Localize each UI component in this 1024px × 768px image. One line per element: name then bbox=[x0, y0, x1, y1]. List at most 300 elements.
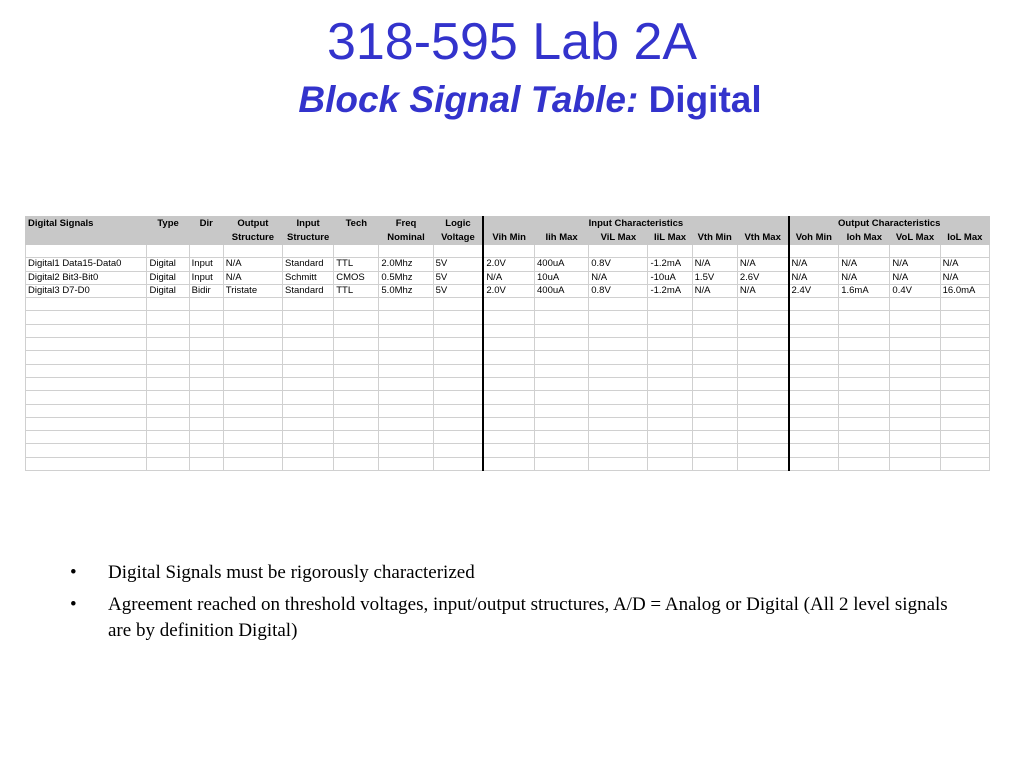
table-cell bbox=[483, 324, 534, 337]
table-row bbox=[26, 457, 990, 470]
table-cell bbox=[692, 351, 737, 364]
table-cell bbox=[890, 311, 940, 324]
table-cell bbox=[839, 338, 890, 351]
table-cell bbox=[890, 444, 940, 457]
table-cell bbox=[535, 377, 589, 390]
table-cell bbox=[890, 417, 940, 430]
table-cell: CMOS bbox=[334, 271, 379, 284]
header-logic: Logic bbox=[433, 217, 483, 231]
header-input: Input bbox=[283, 217, 334, 231]
table-cell bbox=[535, 364, 589, 377]
table-cell bbox=[940, 431, 989, 444]
table-cell bbox=[890, 364, 940, 377]
table-cell bbox=[147, 444, 189, 457]
table-cell bbox=[26, 351, 147, 364]
table-cell bbox=[589, 364, 648, 377]
table-cell bbox=[589, 417, 648, 430]
header-logic-voltage: Voltage bbox=[433, 231, 483, 245]
table-cell bbox=[379, 457, 433, 470]
table-cell bbox=[648, 391, 692, 404]
header-freq: Freq bbox=[379, 217, 433, 231]
table-cell bbox=[483, 431, 534, 444]
table-cell: 10uA bbox=[535, 271, 589, 284]
table-cell bbox=[535, 431, 589, 444]
table-cell bbox=[839, 298, 890, 311]
table-cell bbox=[483, 404, 534, 417]
table-cell bbox=[940, 391, 989, 404]
table-cell bbox=[379, 351, 433, 364]
table-cell bbox=[692, 377, 737, 390]
header-type: Type bbox=[147, 217, 189, 231]
table-cell bbox=[839, 404, 890, 417]
table-cell: 5.0Mhz bbox=[379, 284, 433, 297]
table-cell bbox=[692, 364, 737, 377]
table-cell bbox=[147, 324, 189, 337]
header-output: Output bbox=[223, 217, 282, 231]
table-cell bbox=[189, 391, 223, 404]
table-cell bbox=[535, 444, 589, 457]
table-cell bbox=[189, 377, 223, 390]
table-cell bbox=[223, 324, 282, 337]
table-cell bbox=[283, 431, 334, 444]
table-cell: 0.5Mhz bbox=[379, 271, 433, 284]
table-cell bbox=[589, 338, 648, 351]
table-cell bbox=[379, 364, 433, 377]
table-cell bbox=[26, 364, 147, 377]
header-output-structure: Structure bbox=[223, 231, 282, 245]
table-cell: Tristate bbox=[223, 284, 282, 297]
table-cell: N/A bbox=[483, 271, 534, 284]
table-cell bbox=[839, 377, 890, 390]
table-cell bbox=[26, 404, 147, 417]
table-cell: 2.0Mhz bbox=[379, 258, 433, 271]
table-cell bbox=[890, 431, 940, 444]
table-cell bbox=[283, 324, 334, 337]
table-cell bbox=[483, 311, 534, 324]
table-cell bbox=[648, 457, 692, 470]
table-cell: Standard bbox=[283, 284, 334, 297]
table-row bbox=[26, 431, 990, 444]
table-cell bbox=[189, 324, 223, 337]
table-cell bbox=[940, 338, 989, 351]
table-cell bbox=[789, 324, 839, 337]
table-cell bbox=[26, 417, 147, 430]
table-cell bbox=[189, 431, 223, 444]
table-row bbox=[26, 271, 990, 284]
table-cell: N/A bbox=[589, 271, 648, 284]
table-cell bbox=[147, 364, 189, 377]
table-row bbox=[26, 284, 990, 297]
header-vol-max: VoL Max bbox=[890, 231, 940, 245]
table-cell bbox=[890, 404, 940, 417]
table-cell bbox=[839, 245, 890, 258]
table-cell bbox=[147, 457, 189, 470]
header-input-characteristics: Input Characteristics bbox=[483, 217, 788, 231]
table-row bbox=[26, 245, 990, 258]
table-cell bbox=[334, 311, 379, 324]
table-cell bbox=[648, 364, 692, 377]
table-cell bbox=[147, 431, 189, 444]
table-cell bbox=[189, 338, 223, 351]
table-cell bbox=[483, 377, 534, 390]
table-cell: 0.8V bbox=[589, 284, 648, 297]
table-cell bbox=[839, 457, 890, 470]
table-cell bbox=[147, 377, 189, 390]
table-cell bbox=[26, 457, 147, 470]
table-cell bbox=[589, 391, 648, 404]
table-cell bbox=[940, 324, 989, 337]
table-row bbox=[26, 404, 990, 417]
table-cell bbox=[223, 444, 282, 457]
table-cell bbox=[283, 444, 334, 457]
header-cell bbox=[334, 231, 379, 245]
table-cell bbox=[379, 338, 433, 351]
table-cell bbox=[890, 351, 940, 364]
table-cell bbox=[940, 298, 989, 311]
table-cell bbox=[940, 457, 989, 470]
table-cell bbox=[890, 338, 940, 351]
table-row bbox=[26, 311, 990, 324]
table-cell bbox=[737, 324, 788, 337]
table-cell bbox=[737, 417, 788, 430]
table-cell bbox=[223, 377, 282, 390]
table-cell bbox=[940, 351, 989, 364]
table-cell bbox=[283, 417, 334, 430]
block-signal-table bbox=[25, 216, 990, 471]
table-cell bbox=[737, 351, 788, 364]
header-tech: Tech bbox=[334, 217, 379, 231]
table-cell bbox=[737, 444, 788, 457]
table-cell bbox=[26, 377, 147, 390]
table-cell bbox=[483, 417, 534, 430]
bullet-marker: • bbox=[70, 594, 77, 615]
header-vih-min: Vih Min bbox=[483, 231, 534, 245]
table-cell bbox=[789, 364, 839, 377]
table-cell bbox=[535, 417, 589, 430]
bullet-item bbox=[70, 560, 970, 586]
table-cell bbox=[433, 404, 483, 417]
table-cell bbox=[483, 351, 534, 364]
table-cell bbox=[648, 338, 692, 351]
table-cell bbox=[839, 391, 890, 404]
table-cell bbox=[334, 338, 379, 351]
table-cell bbox=[379, 298, 433, 311]
table-cell bbox=[283, 391, 334, 404]
table-cell bbox=[692, 391, 737, 404]
table-cell: N/A bbox=[789, 258, 839, 271]
table-cell bbox=[789, 298, 839, 311]
table-cell bbox=[26, 245, 147, 258]
table-row bbox=[26, 258, 990, 271]
table-cell: N/A bbox=[839, 271, 890, 284]
table-cell bbox=[839, 324, 890, 337]
table-row bbox=[26, 364, 990, 377]
table-cell bbox=[535, 298, 589, 311]
table-cell: 2.0V bbox=[483, 258, 534, 271]
table-row bbox=[26, 324, 990, 337]
table-cell: Input bbox=[189, 271, 223, 284]
table-cell bbox=[648, 311, 692, 324]
table-cell: N/A bbox=[223, 271, 282, 284]
table-cell bbox=[648, 245, 692, 258]
table-cell bbox=[379, 417, 433, 430]
table-cell bbox=[147, 391, 189, 404]
table-cell bbox=[223, 311, 282, 324]
table-cell bbox=[223, 245, 282, 258]
table-cell bbox=[433, 377, 483, 390]
table-cell bbox=[147, 404, 189, 417]
subtitle-plain-part: Digital bbox=[648, 79, 762, 120]
table-cell bbox=[737, 311, 788, 324]
table-cell bbox=[189, 298, 223, 311]
table-cell bbox=[147, 338, 189, 351]
table-cell: N/A bbox=[737, 284, 788, 297]
table-cell bbox=[223, 351, 282, 364]
table-cell bbox=[839, 311, 890, 324]
table-cell bbox=[223, 391, 282, 404]
table-row bbox=[26, 444, 990, 457]
table-cell bbox=[283, 377, 334, 390]
table-cell bbox=[589, 311, 648, 324]
bullet-item bbox=[70, 592, 970, 644]
table-row bbox=[26, 298, 990, 311]
table-cell bbox=[535, 338, 589, 351]
table-cell bbox=[692, 311, 737, 324]
table-cell bbox=[189, 457, 223, 470]
table-cell: 16.0mA bbox=[940, 284, 989, 297]
header-cell bbox=[189, 231, 223, 245]
table-cell bbox=[940, 311, 989, 324]
table-row bbox=[26, 417, 990, 430]
table-cell bbox=[26, 444, 147, 457]
table-cell bbox=[433, 431, 483, 444]
table-body bbox=[26, 245, 990, 471]
header-cell bbox=[147, 231, 189, 245]
table-cell bbox=[433, 391, 483, 404]
table-cell bbox=[789, 444, 839, 457]
table-cell: Digital3 D7-D0 bbox=[26, 284, 147, 297]
table-cell bbox=[433, 351, 483, 364]
table-cell: 1.6mA bbox=[839, 284, 890, 297]
table-cell bbox=[189, 245, 223, 258]
table-cell bbox=[379, 404, 433, 417]
table-cell bbox=[737, 298, 788, 311]
table-cell bbox=[737, 245, 788, 258]
table-cell bbox=[692, 444, 737, 457]
header-dir: Dir bbox=[189, 217, 223, 231]
slide-title: 318-595 Lab 2A bbox=[326, 13, 698, 71]
table-cell bbox=[189, 311, 223, 324]
table-cell bbox=[483, 338, 534, 351]
table-cell bbox=[223, 338, 282, 351]
table-cell bbox=[147, 298, 189, 311]
table-cell bbox=[890, 391, 940, 404]
table-cell: 2.0V bbox=[483, 284, 534, 297]
table-cell bbox=[789, 245, 839, 258]
table-cell bbox=[789, 404, 839, 417]
table-cell bbox=[589, 457, 648, 470]
table-cell bbox=[839, 431, 890, 444]
header-iil-max: IiL Max bbox=[648, 231, 692, 245]
table-cell bbox=[648, 404, 692, 417]
table-cell bbox=[147, 351, 189, 364]
table-cell bbox=[589, 444, 648, 457]
table-cell bbox=[334, 298, 379, 311]
table-cell bbox=[283, 457, 334, 470]
table-cell bbox=[940, 404, 989, 417]
table-cell bbox=[648, 377, 692, 390]
header-digital-signals: Digital Signals bbox=[26, 217, 147, 231]
table-cell bbox=[890, 377, 940, 390]
table-cell: N/A bbox=[839, 258, 890, 271]
table-cell bbox=[334, 417, 379, 430]
table-row bbox=[26, 351, 990, 364]
table-cell: 2.6V bbox=[737, 271, 788, 284]
table-cell bbox=[589, 404, 648, 417]
slide-subtitle bbox=[0, 78, 1024, 122]
table-cell bbox=[483, 391, 534, 404]
table-cell bbox=[379, 431, 433, 444]
table-cell bbox=[26, 324, 147, 337]
table-cell bbox=[737, 391, 788, 404]
table-cell bbox=[147, 245, 189, 258]
table-cell bbox=[189, 364, 223, 377]
table-cell: -10uA bbox=[648, 271, 692, 284]
table-cell bbox=[535, 404, 589, 417]
table-cell bbox=[483, 444, 534, 457]
table-cell bbox=[147, 311, 189, 324]
header-vil-max: ViL Max bbox=[589, 231, 648, 245]
table-row bbox=[26, 377, 990, 390]
table-cell bbox=[692, 324, 737, 337]
table-cell: -1.2mA bbox=[648, 258, 692, 271]
table-cell bbox=[648, 444, 692, 457]
table-cell: TTL bbox=[334, 284, 379, 297]
table-cell bbox=[283, 364, 334, 377]
table-cell bbox=[940, 245, 989, 258]
table-cell bbox=[648, 351, 692, 364]
header-voh-min: Voh Min bbox=[789, 231, 839, 245]
table-cell bbox=[189, 417, 223, 430]
subtitle-italic-part: Block Signal Table: bbox=[298, 79, 639, 120]
table-row bbox=[26, 391, 990, 404]
table-cell bbox=[940, 444, 989, 457]
table-cell bbox=[890, 245, 940, 258]
table-cell: 5V bbox=[433, 284, 483, 297]
table-cell bbox=[223, 364, 282, 377]
table-cell bbox=[589, 377, 648, 390]
table-cell bbox=[940, 377, 989, 390]
table-cell: Digital bbox=[147, 284, 189, 297]
table-cell: Standard bbox=[283, 258, 334, 271]
table-cell: -1.2mA bbox=[648, 284, 692, 297]
table-cell bbox=[692, 417, 737, 430]
table-cell bbox=[692, 431, 737, 444]
header-ioh-max: Ioh Max bbox=[839, 231, 890, 245]
table-cell bbox=[737, 338, 788, 351]
table-cell bbox=[379, 377, 433, 390]
table-cell bbox=[483, 298, 534, 311]
table-cell: N/A bbox=[890, 271, 940, 284]
table-cell bbox=[334, 391, 379, 404]
table-cell bbox=[789, 338, 839, 351]
table-cell bbox=[283, 311, 334, 324]
table-cell bbox=[223, 404, 282, 417]
header-cell bbox=[26, 231, 147, 245]
table-cell bbox=[283, 245, 334, 258]
table-cell bbox=[433, 298, 483, 311]
table-cell bbox=[189, 351, 223, 364]
table-cell bbox=[648, 431, 692, 444]
table-cell bbox=[334, 364, 379, 377]
table-cell bbox=[535, 311, 589, 324]
table-cell bbox=[737, 364, 788, 377]
table-cell bbox=[189, 404, 223, 417]
table-cell bbox=[433, 324, 483, 337]
table-cell bbox=[535, 457, 589, 470]
table-cell bbox=[433, 417, 483, 430]
table-cell: N/A bbox=[223, 258, 282, 271]
table-cell bbox=[789, 377, 839, 390]
table-cell: N/A bbox=[692, 258, 737, 271]
header-output-characteristics: Output Characteristics bbox=[789, 217, 990, 231]
table-cell: Bidir bbox=[189, 284, 223, 297]
header-vth-min: Vth Min bbox=[692, 231, 737, 245]
table-cell bbox=[535, 391, 589, 404]
table-cell bbox=[433, 245, 483, 258]
table-cell bbox=[433, 457, 483, 470]
table-cell bbox=[26, 391, 147, 404]
table-cell bbox=[692, 298, 737, 311]
table-cell: 2.4V bbox=[789, 284, 839, 297]
table-cell: 5V bbox=[433, 271, 483, 284]
table-cell bbox=[940, 417, 989, 430]
table-cell bbox=[379, 245, 433, 258]
table-cell bbox=[789, 311, 839, 324]
table-cell bbox=[334, 245, 379, 258]
table-cell bbox=[189, 444, 223, 457]
table-cell bbox=[839, 351, 890, 364]
header-freq-nominal: Nominal bbox=[379, 231, 433, 245]
table-cell bbox=[283, 338, 334, 351]
table-cell bbox=[433, 364, 483, 377]
table-cell: 400uA bbox=[535, 258, 589, 271]
header-vth-max: Vth Max bbox=[737, 231, 788, 245]
table-cell: N/A bbox=[692, 284, 737, 297]
table-cell bbox=[433, 311, 483, 324]
table-cell bbox=[589, 298, 648, 311]
table-cell: Digital bbox=[147, 271, 189, 284]
table-cell bbox=[379, 324, 433, 337]
table-cell bbox=[648, 324, 692, 337]
bullet-list bbox=[70, 560, 970, 650]
table-cell bbox=[839, 417, 890, 430]
table-cell bbox=[223, 298, 282, 311]
table-cell bbox=[589, 245, 648, 258]
table-row bbox=[26, 338, 990, 351]
table-cell bbox=[147, 417, 189, 430]
table-cell bbox=[789, 391, 839, 404]
table-cell bbox=[890, 298, 940, 311]
table-cell bbox=[334, 351, 379, 364]
table-header-row-2 bbox=[26, 231, 990, 245]
table-cell: Digital1 Data15-Data0 bbox=[26, 258, 147, 271]
table-cell bbox=[223, 431, 282, 444]
table-cell bbox=[535, 324, 589, 337]
table-cell bbox=[737, 457, 788, 470]
table-cell bbox=[283, 351, 334, 364]
header-iih-max: Iih Max bbox=[535, 231, 589, 245]
